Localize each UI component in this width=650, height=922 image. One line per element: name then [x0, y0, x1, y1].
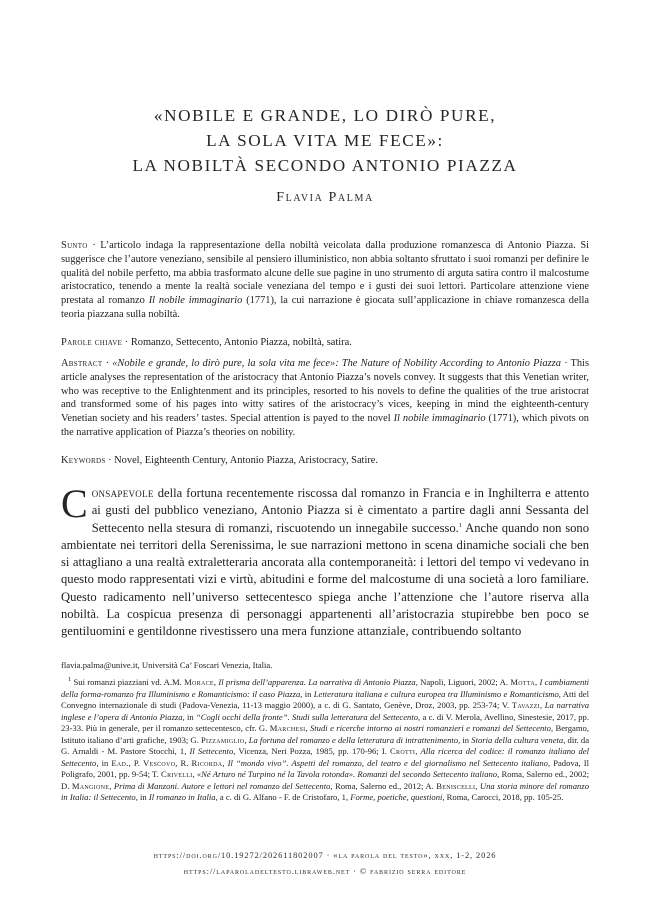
abstract-paragraph: [61, 357, 589, 440]
abstract-text: · This article analyses the representation of the aristocracy that Antonio Piazza’s novels convey. It suggests that this Venetian writer, who was receptive to the Enlightenment and its principles, resorted to his novels to define the qualities of the true aristocrat and transformed some of his pages into witty satires of the aristocracy’s vices, keeping in mind the eighteenth-century Venetian society and his readers’ tastes. Special attention is payed to the novel: [61, 358, 589, 425]
sunto-separator: ·: [87, 240, 101, 251]
fn-title: I cambiamenti della forma-romanzo fra Illuminismo e Romanticismo: il caso Piazza: [61, 677, 590, 699]
fn-text: , Roma, Salerno ed., 2012; A.: [330, 780, 437, 791]
fn-text: , Vicenza, Neri Pozza, 1985, pp. 170-96; I.: [233, 746, 391, 756]
fn-author: Marchesi: [269, 723, 306, 733]
abstract-italic-novel: Il nobile immaginario: [393, 413, 486, 425]
title-line-2: LA SOLA VITA ME FECE»:: [206, 131, 444, 150]
footnote-number: 1: [67, 676, 72, 684]
fn-title: Il romanzo in Italia: [148, 792, 216, 802]
fn-title: La fortuna del romanzo e della letteratura di intrattenimento: [248, 734, 459, 745]
sunto-text-end: (1771), la cui narrazione è giocata sull’applicazione in chiave romanzesca della teoria piazzana sulla nobiltà.: [61, 295, 590, 320]
fn-text: , Roma, Carocci, 2018, pp. 105-25.: [442, 792, 564, 802]
abstract-text-end: (1771), which pivots on the narrative application of Piazza’s theories on nobility.: [61, 413, 589, 438]
sunto-paragraph: [61, 239, 589, 322]
footnote-1: [61, 677, 589, 804]
drop-cap: C: [61, 481, 88, 526]
fn-title: Il Settecento: [189, 746, 234, 756]
affiliation-note: flavia.palma@unive.it, Università Ca’ Foscari Venezia, Italia.: [61, 660, 273, 670]
fn-text: ,: [305, 723, 310, 733]
body-paragraph: [61, 481, 589, 641]
fn-author: Mangione: [71, 780, 110, 791]
parole-chiave-text: Romanzo, Settecento, Antonio Piazza, nobiltà, satira.: [130, 337, 352, 348]
fn-text: , Padova, Il Poligrafo, 2001, pp. 9-54; T.: [61, 757, 590, 779]
fn-author: Beniscelli: [436, 780, 476, 791]
fn-author: Ricorda: [191, 757, 223, 768]
footer-doi-line[interactable]: https://doi.org/10.19272/202611802007 · «la parola del testo», xxx, 1-2, 2026: [153, 851, 497, 860]
fn-text: , in: [300, 688, 314, 699]
title-line-3: LA NOBILTÀ SECONDO ANTONIO PIAZZA: [132, 156, 518, 175]
fn-text: , a c. di G. Alfano - F. de Cristofaro, 1,: [215, 792, 351, 802]
fn-text: ,: [539, 700, 545, 710]
fn-text: , Roma, Salerno ed., 2002; D.: [61, 769, 590, 791]
fn-text: ,: [475, 780, 480, 791]
keywords-paragraph: [61, 454, 589, 468]
sunto-label: Sunto: [61, 240, 88, 251]
fn-text: , Napoli, Liguori, 2002; A.: [415, 677, 511, 687]
author-name: Flavia Palma: [276, 190, 374, 205]
fn-author: Tavazzi: [511, 700, 540, 710]
article-title: [60, 103, 590, 178]
fn-text: , in: [135, 792, 149, 802]
fn-title: Alla ricerca del codice: il romanzo italiano del Settecento: [61, 746, 589, 768]
fn-text: ,: [535, 677, 540, 687]
parole-chiave-paragraph: [61, 336, 589, 350]
abstract-italic-title: «Nobile e grande, lo dirò pure, la sola vita me fece»: The Nature of Nobility According to Antonio Piazza: [112, 358, 561, 369]
fn-text: ,: [109, 780, 114, 791]
fn-text: , Atti del Convegno internazionale di studi (Padova-Venezia, 11-13 maggio 2000), a c. di G. Santato, Genève, Droz, 2003, pp. 253-74; V.: [61, 688, 589, 710]
body-text-start: della fortuna recentemente riscossa dal romanzo in Francia e in Inghilterra e attento ai gusti del pubblico veneziano, Antonio Piazza si è cimentato a partire dagli anni Sessanta del Settecento nella stesura di romanzi, riscuotendo un innegabile successo.: [91, 486, 589, 535]
fn-title: Il “mondo vivo”. Aspetti del romanzo, del teatro e del giornalismo nel Settecento italiano: [227, 757, 548, 768]
fn-text: ,: [192, 769, 197, 779]
fn-author: Pizzamiglio: [200, 734, 245, 745]
fn-text: ,: [213, 677, 219, 687]
fn-text: , P.: [128, 757, 143, 768]
fn-title: “Cogli occhi della fronte”. Studi sulla letteratura del Settecento: [195, 711, 419, 722]
fn-text: , in: [458, 734, 472, 745]
fn-title: Forme, poetiche, questioni: [350, 792, 443, 802]
body-text-continued: Anche quando non sono ambientate nei territori della Serenissima, le sue narrazioni mettono in scena dinamiche sociali che ben si attagliano a una realtà extraletteraria ancorata alla contemporaneità: i lettori del tempo vi vedevano in questo modo rappresentati vizi e virtù, abitudini e forme del malcostume di una società a loro familiare. Questo radicamento nell’universo settecentesco spiega anche l’attenzione che l’autore riserva alla nobiltà. La cospicua presenza di personaggi appartenenti all’aristocrazia stupirebbe ben poco se gentiluomini e gentildonne rivestissero una mera funzione attanziale, contribuendo soltanto: [61, 520, 589, 639]
fn-title: Prima di Manzoni. Autore e lettori nel romanzo del Settecento: [113, 780, 331, 791]
fn-author: Crotti: [390, 746, 416, 756]
keywords-text: Novel, Eighteenth Century, Antonio Piazza, Aristocracy, Satire.: [114, 455, 379, 466]
fn-text: ,: [222, 757, 228, 768]
fn-title: «Né Arturo né Turpino né la Tavola rotonda». Romanzi del secondo Settecento italiano: [196, 769, 498, 779]
abstract-label: Abstract: [61, 358, 103, 369]
fn-text: ,: [415, 746, 421, 756]
body-smallcaps-opening: onsapevole: [91, 486, 154, 500]
fn-author: Motta: [510, 677, 535, 687]
sunto-text: L’articolo indaga la rappresentazione della nobiltà veicolata dalla produzione romanzesca di Antonio Piazza. Si suggerisce che l’autore veneziano, sensibile al pensiero illuministico, non abbia soltanto sfruttato i suoi romanzi per definire le qualità del nobile perfetto, ma abbia trasformato alcune delle sue pagine in uno strumento di arguta satira contro il malcostume aristocratico, tenendo a mente la realtà sociale veneziana del tempo e i gusti dei suoi lettori. Particolare attenzione viene prestata al romanzo: [61, 240, 589, 307]
fn-author: Ead.: [111, 757, 129, 768]
fn-text: , Bergamo, Istituto italiano d’arti grafiche, 1903; G.: [61, 723, 590, 745]
fn-title: Studi e ricerche intorno ai nostri romanzieri e romanzi del Settecento: [309, 723, 551, 733]
fn-title: Letteratura italiana e cultura europea tra Illuminismo e Romanticismo: [313, 688, 559, 699]
fn-text: , R.: [175, 757, 192, 768]
fn-author: Vescovo: [142, 757, 176, 768]
footnote-reference: 1: [458, 521, 463, 529]
fn-title: Una storia minore del romanzo in Italia: il Settecento: [61, 780, 589, 802]
footer-publisher-line[interactable]: https://laparoladeltesto.libraweb.net · © fabrizio serra editore: [183, 867, 467, 876]
fn-title: Storia della cultura veneta: [471, 734, 564, 745]
fn-text: , in: [182, 711, 196, 722]
fn-title: Il prisma dell’apparenza. La narrativa di Antonio Piazza: [218, 677, 416, 687]
title-line-1: «NOBILE E GRANDE, LO DIRÒ PURE,: [153, 106, 497, 125]
fn-author: Crivelli: [161, 769, 193, 779]
parole-chiave-label: Parole chiave: [61, 337, 123, 348]
fn-author: Morace: [184, 677, 214, 687]
fn-text: Sui romanzi piazziani vd. A.M.: [73, 677, 185, 687]
keywords-separator: ·: [105, 455, 115, 466]
fn-text: , a c. di V. Merola, Avellino, Sinestesie, 2017, pp. 23-33. Più in generale, per il romanzo settecentesco, cfr. G.: [61, 711, 590, 733]
abstract-separator: ·: [102, 358, 113, 369]
parole-chiave-separator: ·: [122, 337, 131, 348]
main-body-text: [61, 481, 589, 641]
keywords-label: Keywords: [61, 455, 106, 466]
fn-text: ,: [244, 734, 249, 745]
fn-text: , dir. da G. Arnaldi - M. Pastore Stocchi, 1,: [61, 734, 590, 756]
sunto-italic-title: Il nobile immaginario: [148, 295, 243, 307]
fn-title: La narrativa inglese e l’opera di Antonio Piazza: [61, 700, 590, 722]
fn-text: , in: [96, 757, 112, 768]
